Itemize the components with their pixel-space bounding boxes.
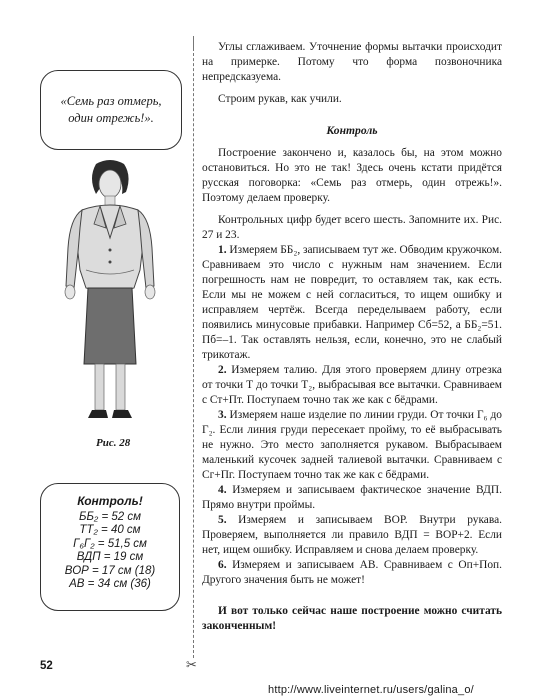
- source-watermark: http://www.liveinternet.ru/users/galina_o/: [268, 684, 474, 696]
- section-heading: Контроль: [326, 124, 378, 137]
- item-text: Измеряем талию. Для этого проверяем длину отрезка от точки Т до точки Т₂, выбрасывая все вытачки. Сравниваем с Ст+Пт. Поступаем точно так же как с бёдрами.: [202, 364, 502, 406]
- check-item-1: [202, 243, 502, 363]
- control-summary-box: [40, 483, 180, 611]
- column-divider: [193, 38, 194, 658]
- check-item-5: [202, 513, 502, 558]
- item-number: 2.: [218, 364, 227, 376]
- item-text: Измеряем ББ₂, записываем тут же. Обводим кружочком. Сравниваем это число с нужным нам значением. Если погрешность нам не повредит, то оставляем так, как есть. Если мы не можем с ней согласиться, то ищем ошибку и исправляем чертёж. Всегда переделываем работу, если появились минусовые прибавки. Например Сб=52, а ББ₂=51. Пб=–1. Так оставлять нельзя, если, конечно, это не слабый трикотаж.: [202, 244, 502, 361]
- control-line: Г₆Г₂ = 51,5 см: [73, 537, 147, 550]
- check-item-3: [202, 408, 502, 483]
- figure-drawing: [48, 158, 174, 428]
- control-box-title: Контроль!: [77, 494, 143, 508]
- control-line: ББ₂ = 52 см: [78, 511, 142, 523]
- item-text: Измеряем наше изделие по линии груди. От точки Г₆ до Г₂. Если линия груди пересекает пройму, то её выбрасывать не нужно. Это место заполняется рукавом. Выбрасываем маленький кусочек задней талиевой вытачки. Сравниваем с Сг+Пг. Поступаем точно так же как с бёдрами.: [202, 409, 502, 481]
- item-number: 3.: [218, 409, 227, 421]
- item-text: Измеряем и записываем АВ. Сравниваем с Оп+Поп. Другого значения быть не может!: [202, 559, 502, 586]
- proverb-line-2: один отрежь!».: [68, 111, 154, 125]
- item-number: 1.: [218, 244, 227, 256]
- proverb-quote-box: [40, 70, 182, 150]
- item-text: Измеряем и записываем ВОР. Внутри рукава. Проверяем, выполняется ли правило ВДП = ВОР+2. Если нет, ищем ошибку. Исправляем и снова делаем проверку.: [202, 514, 502, 556]
- figure-caption: Рис. 28: [96, 437, 131, 449]
- intro-paragraph: Строим рукав, как учили.: [218, 93, 342, 105]
- page-number: 52: [40, 660, 53, 672]
- check-item-6: [202, 558, 502, 588]
- body-paragraph: Построение закончено и, казалось бы, на этом можно остановиться. Но это не так! Здесь очень кстати придётся русская поговорка: «Семь раз отмерь, один отрежь!». Поэтому делаем проверку.: [202, 147, 502, 204]
- scissors-icon: ✂: [186, 657, 197, 672]
- control-line: АВ = 34 см (36): [69, 578, 151, 591]
- main-text-column: [202, 40, 502, 634]
- body-paragraph: Контрольных цифр будет всего шесть. Запомните их. Рис. 27 и 23.: [202, 214, 502, 241]
- woman-in-suit-illustration: [48, 158, 174, 428]
- control-line: ВДП = 19 см: [76, 551, 144, 564]
- item-number: 4.: [218, 484, 227, 496]
- item-number: 6.: [218, 559, 227, 571]
- item-number: 5.: [218, 514, 227, 526]
- proverb-line-1: «Семь раз отмерь,: [60, 94, 162, 108]
- control-line: ВОР = 17 см (18): [64, 564, 156, 577]
- check-item-4: [202, 483, 502, 513]
- control-line: ТТ₂ = 40 см: [79, 524, 141, 537]
- check-item-2: [202, 363, 502, 408]
- closing-statement: И вот только сейчас наше построение можно считать законченным!: [202, 605, 502, 632]
- item-text: Измеряем и записываем фактическое значение ВДП. Прямо внутри проймы.: [202, 484, 502, 511]
- intro-paragraph: Углы сглаживаем. Уточнение формы вытачки происходит на примерке. Потому что форма позвоночника непредсказуема.: [202, 41, 502, 83]
